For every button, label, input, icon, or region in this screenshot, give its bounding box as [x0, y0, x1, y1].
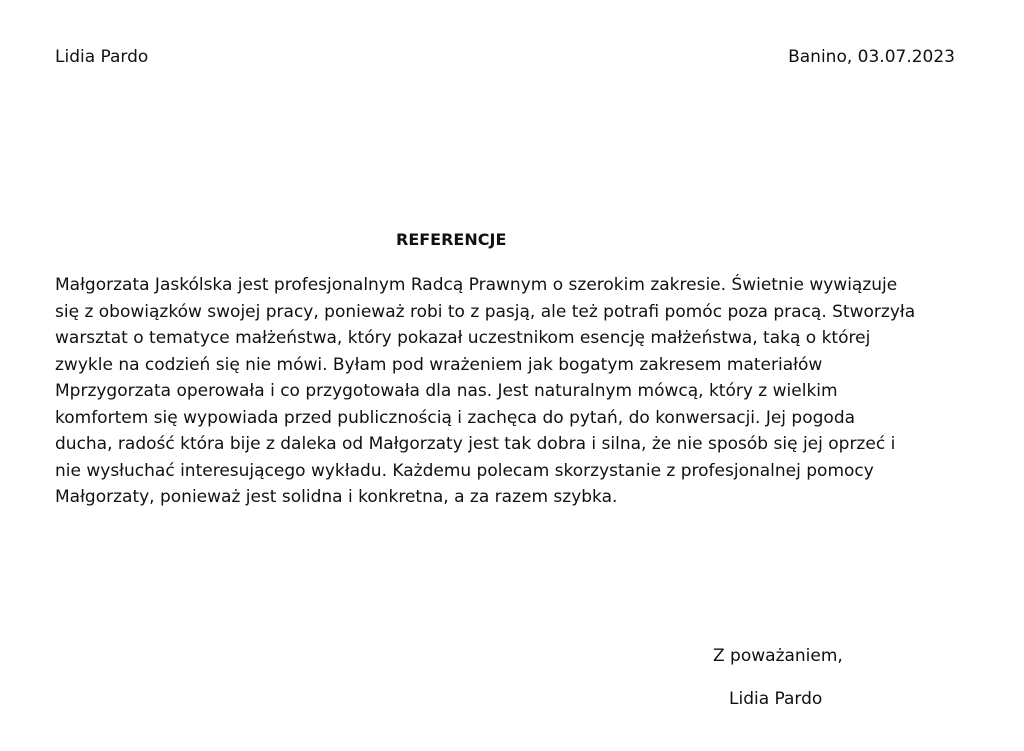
signature-name: Lidia Pardo — [729, 689, 823, 709]
letter-title: REFERENCJE — [396, 230, 507, 249]
closing-phrase: Z poważaniem, — [713, 646, 843, 666]
letter-body — [55, 272, 975, 511]
body-line: się z obowiązków swojej pracy, ponieważ robi to z pasją, ale też potrafi pomóc poza pracą. Stworzyła — [55, 301, 916, 322]
body-line: warsztat o tematyce małżeństwa, który pokazał uczestnikom esencję małżeństwa, taką o której — [55, 328, 871, 348]
body-line: ducha, radość która bije z daleka od Małgorzaty jest tak dobra i silna, że nie sposób się jej oprzeć i — [55, 434, 896, 454]
body-line: komfortem się wypowiada przed publicznością i zachęca do pytań, do konwersacji. Jej pogoda — [55, 407, 856, 428]
body-line: zwykle na codzień się nie mówi. Byłam pod wrażeniem jak bogatym zakresem materiałów — [55, 354, 823, 375]
sender-name: Lidia Pardo — [55, 47, 149, 67]
body-line: Małgorzata Jaskólska jest profesjonalnym Radcą Prawnym o szerokim zakresie. Świetnie wywiązuje — [55, 275, 898, 295]
body-line: Mprzygorzata operowała i co przygotowała dla nas. Jest naturalnym mówcą, który z wielkim — [55, 381, 838, 401]
body-line: nie wysłuchać interesującego wykładu. Każdemu polecam skorzystanie z profesjonalnej pomocy — [55, 460, 874, 481]
body-line: Małgorzaty, ponieważ jest solidna i konkretna, a za razem szybka. — [55, 487, 618, 507]
place-and-date: Banino, 03.07.2023 — [788, 47, 955, 67]
